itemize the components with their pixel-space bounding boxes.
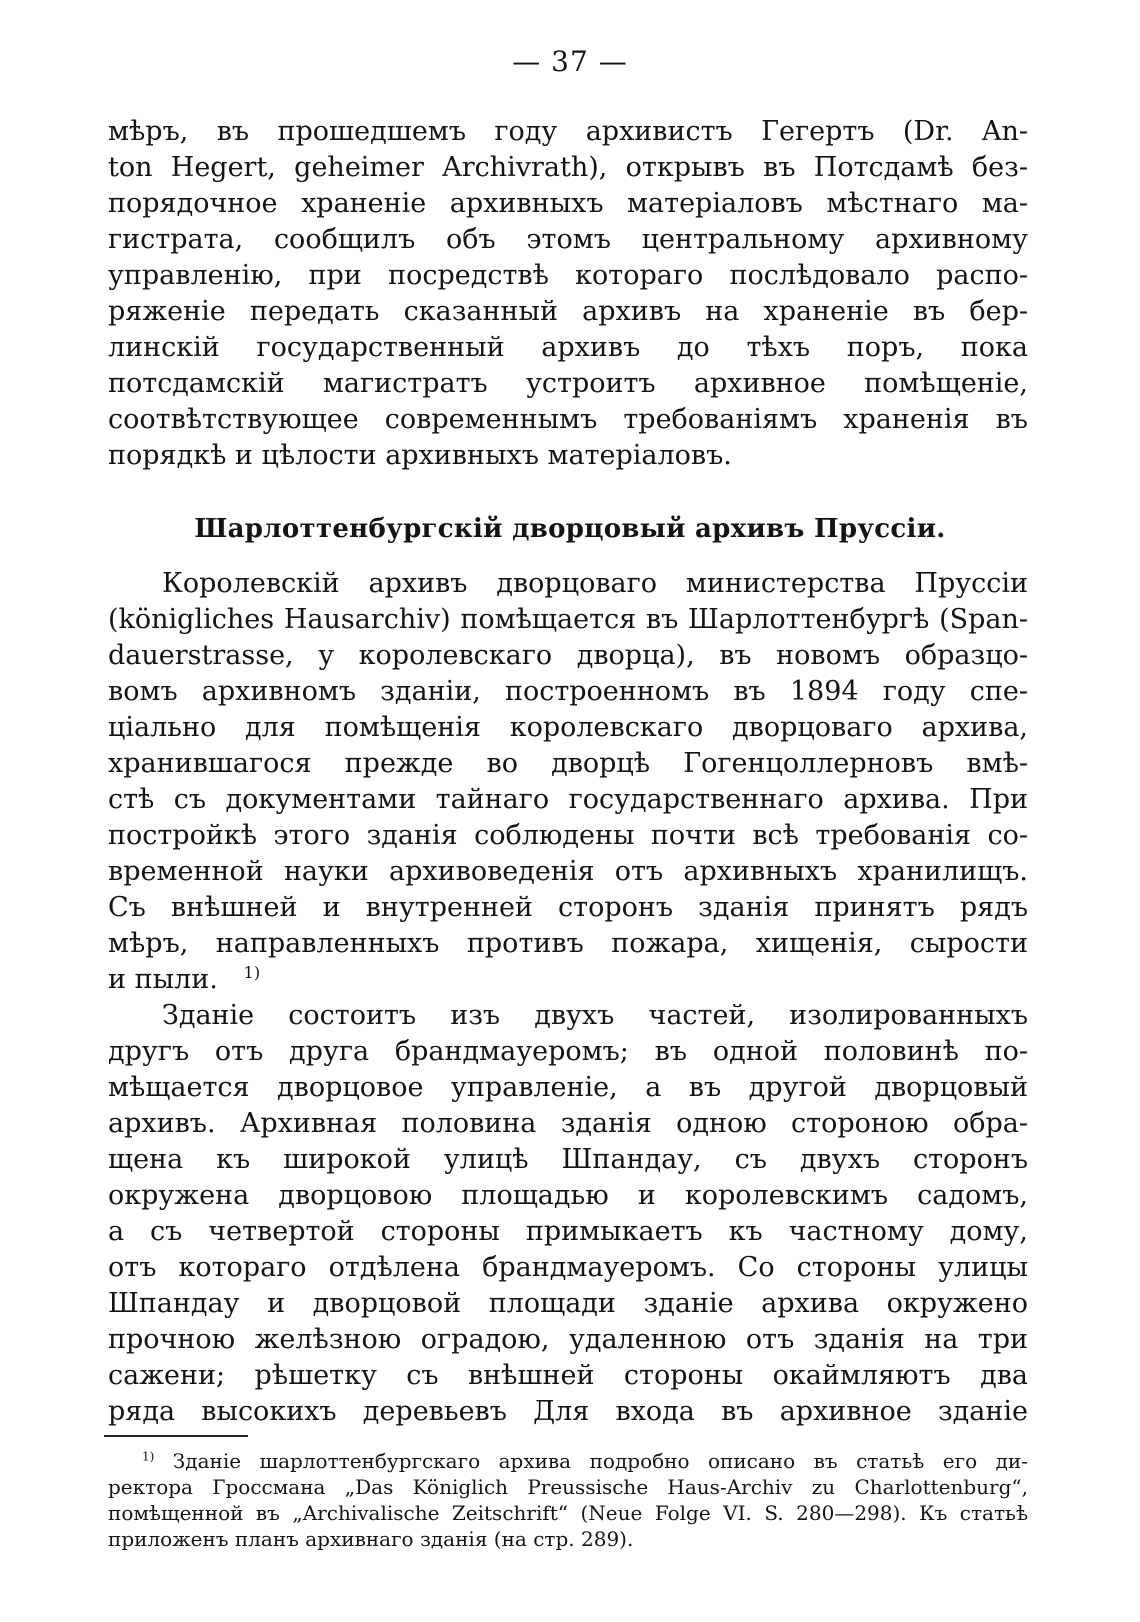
text-line: прочною желѣзною оградою, удаленною отъ зданія на три [108, 1324, 1028, 1355]
text-line: гистрата, сообщилъ объ этомъ центральному архивному [108, 224, 1028, 255]
text-line: ряда высокихъ деревьевъ Для входа въ архивное зданіе [108, 1396, 1028, 1427]
text-line: окружена дворцовою площадью и королевскимъ садомъ, [108, 1180, 1028, 1211]
text-line: потсдамскій магистратъ устроитъ архивное помѣщеніе, [108, 368, 1028, 399]
text-line: линскій государственный архивъ до тѣхъ поръ, пока [108, 332, 1028, 363]
text-line: постройкѣ этого зданія соблюдены почти всѣ требованія со- [108, 820, 1028, 851]
text-line: отъ котораго отдѣлена брандмауеромъ. Со стороны улицы [108, 1252, 1028, 1283]
footnote-line [142, 1448, 1028, 1474]
text-line: хранившагося прежде во дворцѣ Гогенцоллерновъ вмѣ- [108, 748, 1028, 779]
text-line: Шпандау и дворцовой площади зданіе архива окружено [108, 1288, 1028, 1319]
footnote-marker: 1) [142, 1449, 155, 1464]
footnote-line: приложенъ планъ архивнаго зданія (на стр. 289). [108, 1527, 634, 1551]
text-line: управленію, при посредствѣ котораго послѣдовало распо- [108, 260, 1028, 291]
text-line: архивъ. Архивная половина зданія одною стороною обра- [108, 1108, 1028, 1139]
text-line: мѣръ, направленныхъ противъ пожара, хищенія, сырости [108, 928, 1028, 959]
text-line: ціально для помѣщенія королевскаго дворцоваго архива, [108, 712, 1028, 743]
footnote-reference: 1) [243, 963, 261, 982]
footnote-separator [104, 1435, 248, 1437]
text-line: стѣ съ документами тайнаго государственнаго архива. При [108, 784, 1028, 815]
text-line: Королевскій архивъ дворцоваго министерства Пруссіи [162, 568, 1028, 599]
text-line: мѣщается дворцовое управленіе, а въ другой дворцовый [108, 1072, 1028, 1103]
text-line: сажени; рѣшетку съ внѣшней стороны окаймляютъ два [108, 1360, 1028, 1391]
text-line-with-footnote [108, 962, 1028, 998]
text-line: ton Hegert, geheimer Archivrath), открывъ въ Потсдамѣ без- [108, 152, 1028, 183]
text-line: и пыли. [108, 964, 218, 995]
section-heading: Шарлоттенбургскій дворцовый архивъ Пруссіи. [194, 514, 946, 544]
text-line: другъ отъ друга брандмауеромъ; въ одной половинѣ по- [108, 1036, 1028, 1067]
text-line: соотвѣтствующее современнымъ требованіямъ храненія въ [108, 404, 1028, 435]
text-line: (königliches Hausarchiv) помѣщается въ Шарлоттенбургѣ (Span- [108, 604, 1028, 635]
footnote-text: Зданіе шарлоттенбургскаго архива подробно описано въ статьѣ его ди- [172, 1449, 1028, 1473]
text-line: временной науки архивоведенія отъ архивныхъ хранилищъ. [108, 856, 1028, 887]
text-line: мѣръ, въ прошедшемъ году архивистъ Гегертъ (Dr. An- [108, 116, 1028, 147]
page-number: — 37 — [512, 45, 628, 78]
footnote-line: ректора Гроссмана „Das Königlich Preussische Haus-Archiv zu Charlottenburg“, [108, 1475, 1028, 1499]
text-line: щена къ широкой улицѣ Шпандау, съ двухъ сторонъ [108, 1144, 1028, 1175]
text-line: порядкѣ и цѣлости архивныхъ матеріаловъ. [108, 440, 732, 471]
text-line: вомъ архивномъ зданіи, построенномъ въ 1894 году спе- [108, 676, 1028, 707]
text-line: ряженіе передать сказанный архивъ на храненіе въ бер- [108, 296, 1028, 327]
footnote-line: помѣщенной въ „Archivalische Zeitschrift“ (Neue Folge VI. S. 280—298). Къ статьѣ [108, 1501, 1028, 1525]
text-line: dauerstrasse, у королевскаго дворца), въ новомъ образцо- [108, 640, 1028, 671]
text-line: порядочное храненіе архивныхъ матеріаловъ мѣстнаго ма- [108, 188, 1028, 219]
text-line: а съ четвертой стороны примыкаетъ къ частному дому, [108, 1216, 1028, 1247]
text-line: Зданіе состоитъ изъ двухъ частей, изолированныхъ [162, 1000, 1028, 1031]
text-line: Съ внѣшней и внутренней сторонъ зданія принятъ рядъ [108, 892, 1028, 923]
